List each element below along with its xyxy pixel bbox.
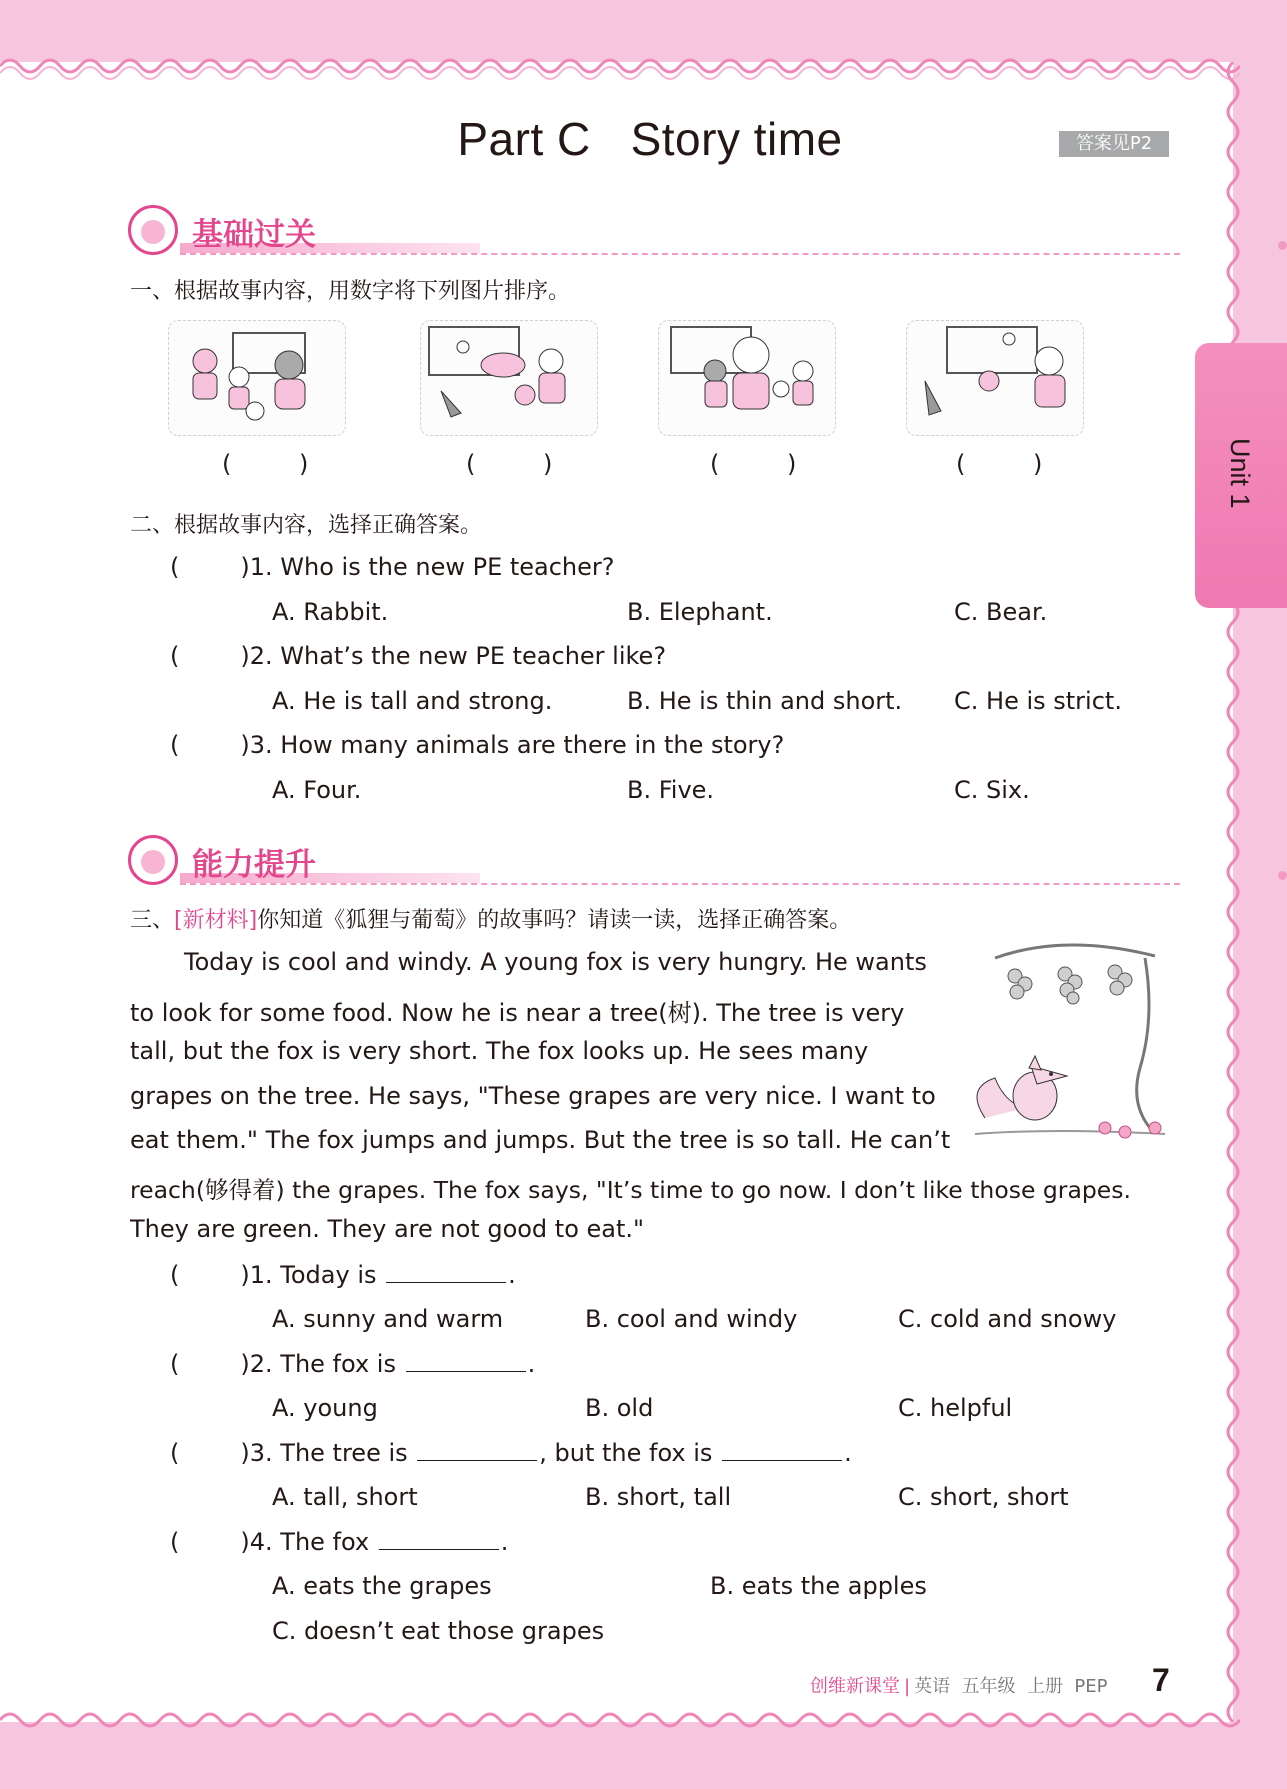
fill-question: ( )4. The fox .	[170, 1528, 509, 1556]
footer-book-info: 英语 五年级 上册 PEP	[914, 1676, 1108, 1697]
section-heading-advanced	[128, 835, 1178, 883]
page-title: Part C Story time	[457, 113, 843, 165]
answer-blank[interactable]	[379, 1548, 499, 1550]
question-1-instruction: 一、根据故事内容，用数字将下列图片排序。	[130, 279, 571, 304]
section-heading-basic	[128, 205, 1178, 253]
mc-option-b[interactable]: B. cool and windy	[585, 1305, 798, 1333]
order-blank-4[interactable]: ( )	[956, 450, 1073, 478]
mc-option-c[interactable]: C. He is strict.	[954, 687, 1122, 715]
mc-option-b[interactable]: B. old	[585, 1394, 654, 1422]
story-picture-4	[906, 320, 1084, 436]
mc-option-a[interactable]: A. tall, short	[272, 1483, 418, 1511]
monkey-avatar-icon	[128, 835, 178, 885]
question-3-instruction: 三、[新材料]你知道《狐狸与葡萄》的故事吗？请读一读，选择正确答案。	[130, 908, 852, 933]
mc-option-a[interactable]: A. eats the grapes	[272, 1572, 492, 1600]
fox-and-grapes-illustration-icon	[955, 938, 1170, 1148]
answer-reference-tag: 答案见P2	[1059, 131, 1169, 157]
passage-line: grapes on the tree. He says, "These grapes are very nice. I want to	[130, 1082, 936, 1110]
mc-option-b[interactable]: B. Elephant.	[627, 598, 773, 626]
mc-option-c[interactable]: C. short, short	[898, 1483, 1069, 1511]
passage-line: They are green. They are not good to eat."	[130, 1215, 645, 1243]
mc-option-a[interactable]: A. Four.	[272, 776, 362, 804]
answer-blank[interactable]	[386, 1281, 506, 1283]
mc-option-c[interactable]: C. helpful	[898, 1394, 1013, 1422]
mc-question: ( )1. Who is the new PE teacher?	[170, 553, 615, 581]
mc-option-a[interactable]: A. sunny and warm	[272, 1305, 504, 1333]
girl-avatar-icon	[128, 205, 178, 255]
mc-option-a[interactable]: A. He is tall and strong.	[272, 687, 553, 715]
mc-option-b[interactable]: B. Five.	[627, 776, 715, 804]
page-sheet	[0, 62, 1233, 1722]
passage-line: eat them." The fox jumps and jumps. But the tree is so tall. He can’t	[130, 1126, 951, 1154]
passage-line: tall, but the fox is very short. The fox looks up. He sees many	[130, 1037, 869, 1065]
fill-question: ( )2. The fox is .	[170, 1350, 536, 1378]
section-title: 基础过关	[192, 217, 316, 253]
elephant-teacher-illustration-icon	[659, 321, 835, 435]
mc-option-a[interactable]: A. young	[272, 1394, 378, 1422]
fill-question: ( )3. The tree is , but the fox is .	[170, 1439, 852, 1467]
kick-ball-illustration-icon	[907, 321, 1083, 435]
answer-blank[interactable]	[406, 1370, 526, 1372]
section-title: 能力提升	[192, 847, 316, 883]
right-wave-border	[1218, 62, 1248, 1722]
passage-line: to look for some food. Now he is near a tree(树). The tree is very	[130, 999, 905, 1027]
story-picture-3	[658, 320, 836, 436]
top-wave-border	[0, 46, 1240, 86]
passage-line: Today is cool and windy. A young fox is very hungry. He wants	[184, 948, 927, 976]
footer-info: 创维新课堂 | 英语 五年级 上册 PEP	[810, 1676, 1108, 1697]
order-blank-1[interactable]: ( )	[222, 450, 339, 478]
story-picture-1	[168, 320, 346, 436]
unit-tab	[1195, 343, 1287, 608]
mc-option-c[interactable]: C. cold and snowy	[898, 1305, 1117, 1333]
animals-football-illustration-icon	[169, 321, 345, 435]
mc-option-a[interactable]: A. Rabbit.	[272, 598, 389, 626]
footer-brand: 创维新课堂	[810, 1676, 900, 1697]
mc-option-c[interactable]: C. Bear.	[954, 598, 1048, 626]
fill-question: ( )1. Today is .	[170, 1261, 516, 1289]
mc-question: ( )3. How many animals are there in the story?	[170, 731, 785, 759]
new-material-tag: [新材料]	[174, 908, 258, 933]
mc-option-c[interactable]: C. doesn’t eat those grapes	[272, 1617, 605, 1645]
story-picture-2	[420, 320, 598, 436]
mc-option-b[interactable]: B. short, tall	[585, 1483, 732, 1511]
unit-tab-label: Unit 1	[1225, 438, 1255, 509]
mc-question: ( )2. What’s the new PE teacher like?	[170, 642, 667, 670]
question-2-instruction: 二、根据故事内容，选择正确答案。	[130, 513, 483, 538]
answer-blank[interactable]	[722, 1459, 842, 1461]
answer-blank[interactable]	[417, 1459, 537, 1461]
page-number: 7	[1152, 1662, 1170, 1698]
order-blank-2[interactable]: ( )	[466, 450, 583, 478]
mc-option-c[interactable]: C. Six.	[954, 776, 1030, 804]
bottom-wave-border	[0, 1700, 1240, 1740]
order-blank-3[interactable]: ( )	[710, 450, 827, 478]
passage-line: reach(够得着) the grapes. The fox says, "It’s time to go now. I don’t like those grapes.	[130, 1176, 1131, 1204]
goal-save-illustration-icon	[421, 321, 597, 435]
mc-option-b[interactable]: B. eats the apples	[710, 1572, 927, 1600]
mc-option-b[interactable]: B. He is thin and short.	[627, 687, 903, 715]
